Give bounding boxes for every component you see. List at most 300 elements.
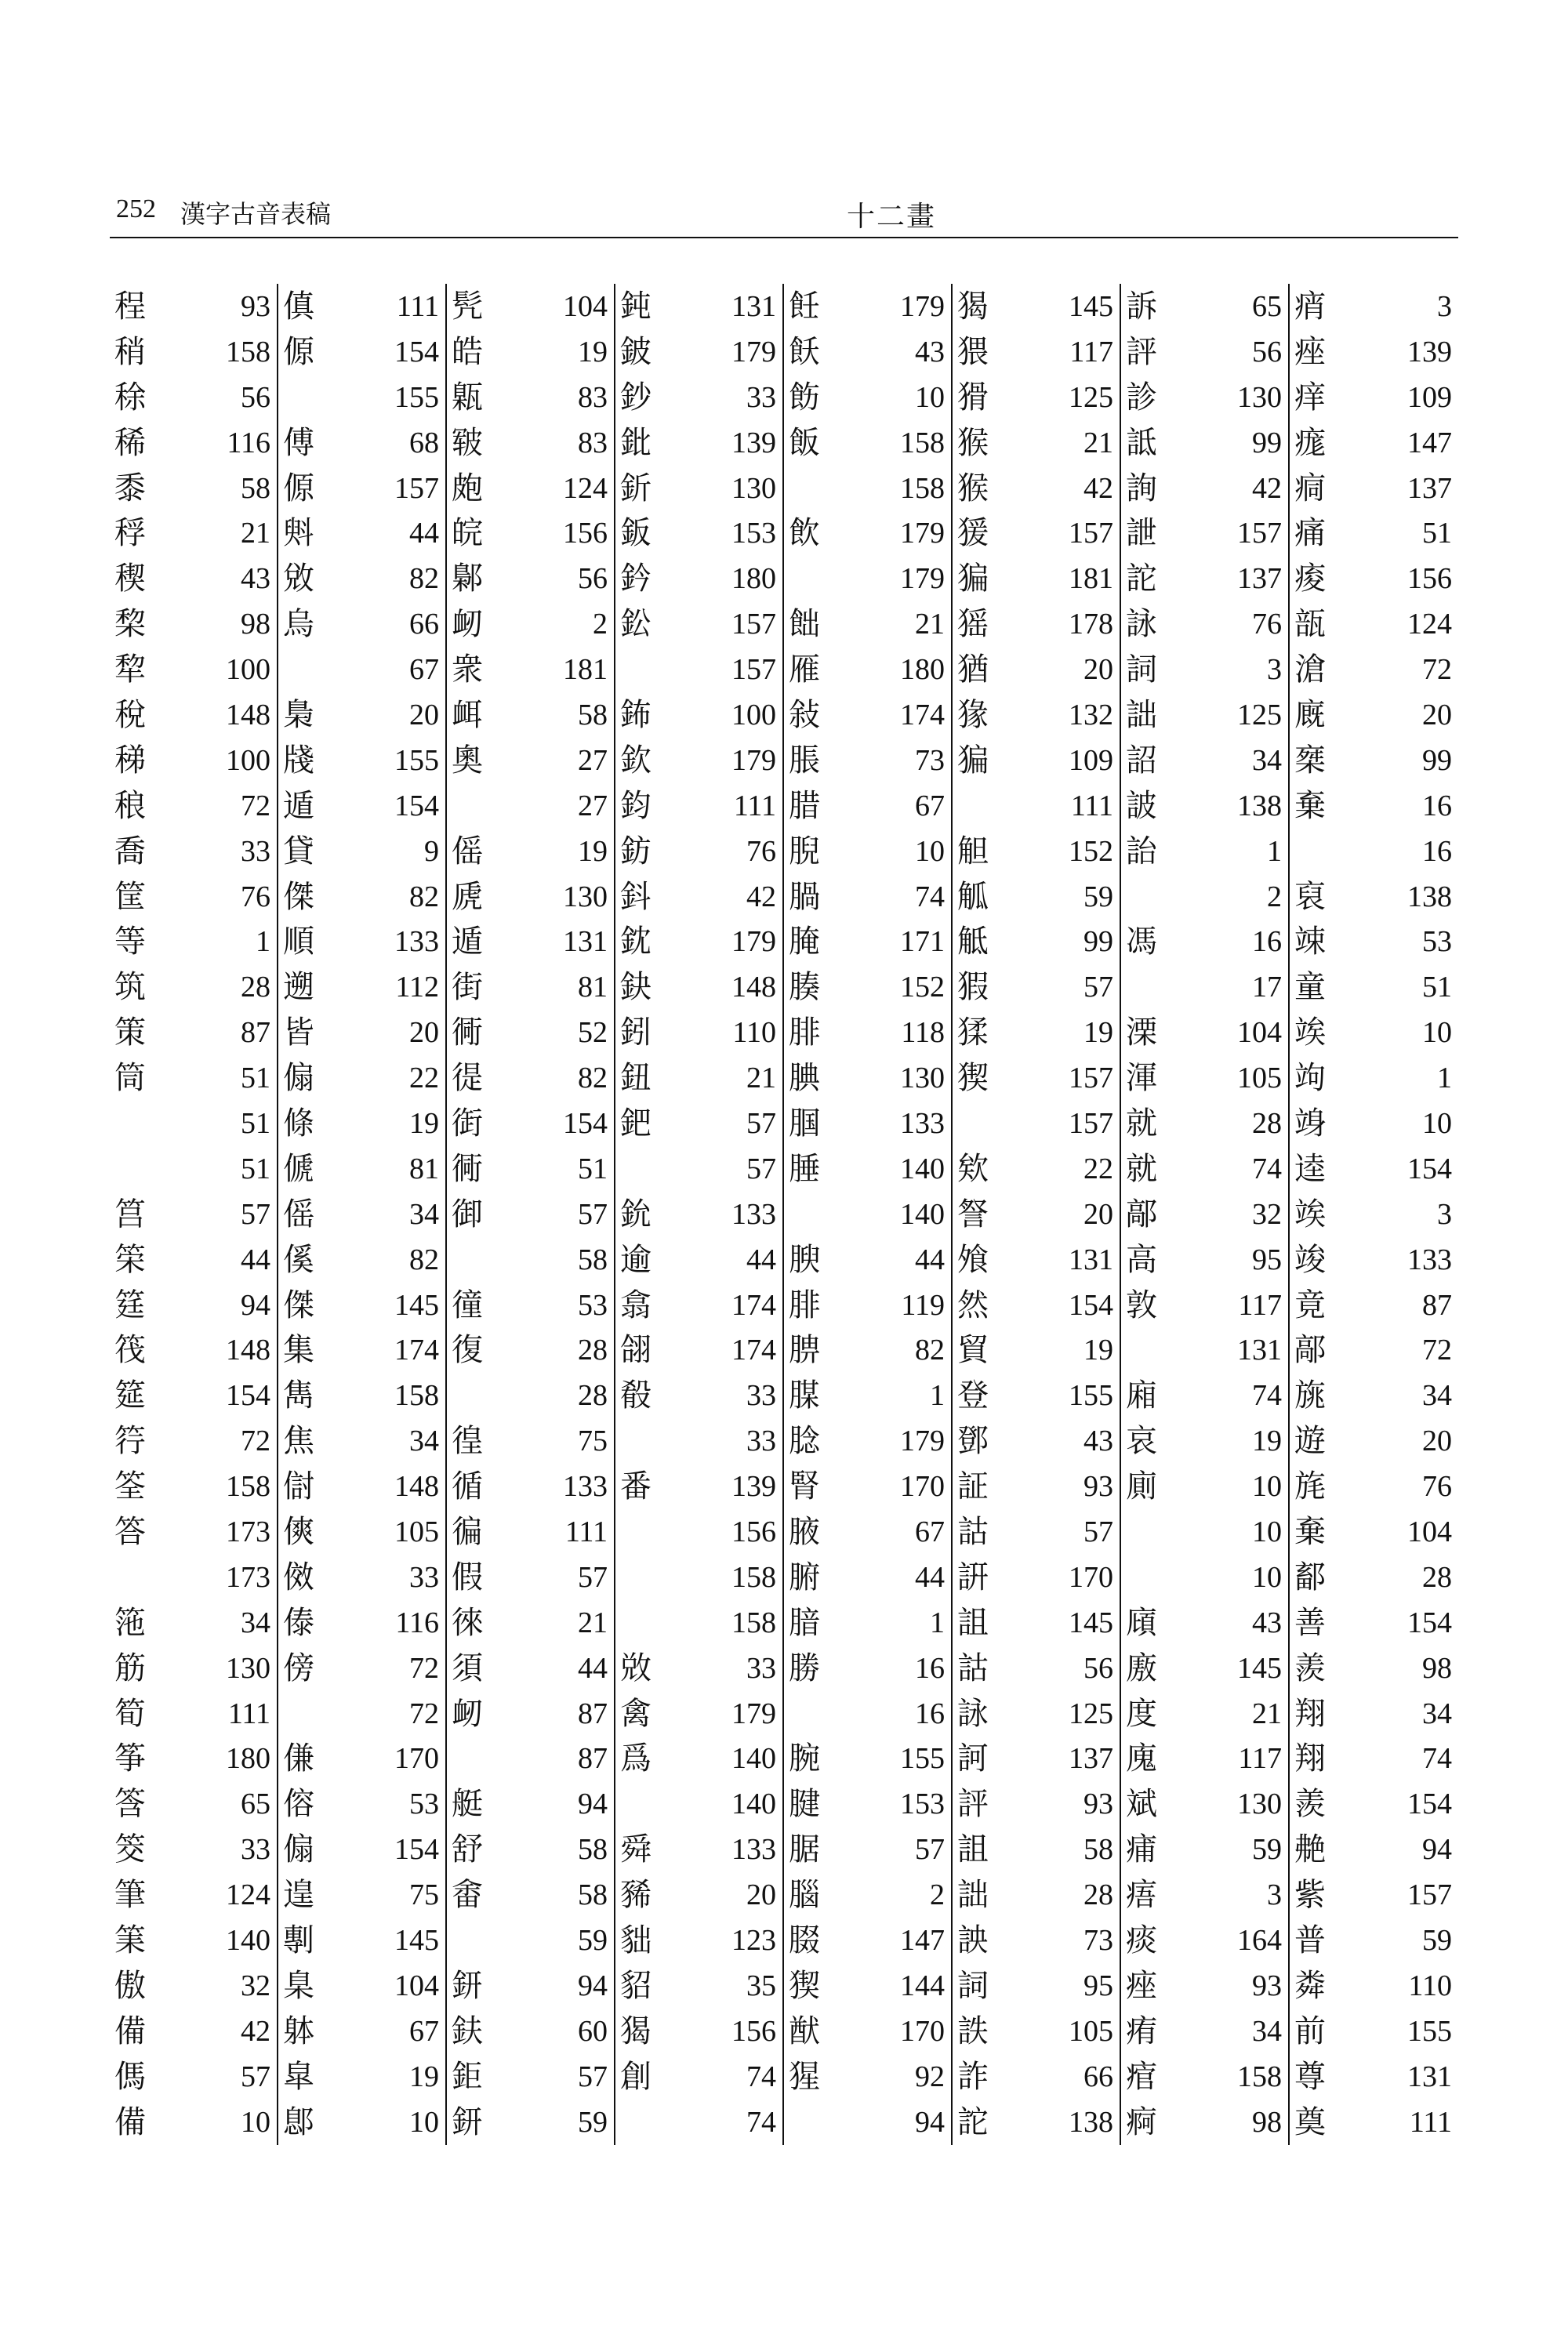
rhyme-group-number: 3 (1267, 1878, 1282, 1912)
rhyme-group-number: 53 (409, 1788, 439, 1821)
rhyme-group-number: 66 (409, 608, 439, 641)
rhyme-group-number: 181 (563, 653, 608, 687)
rhyme-group-number: 67 (409, 2014, 439, 2048)
character: 筋 (114, 1650, 146, 1686)
index-entry (1294, 964, 1452, 1010)
index-entry (789, 692, 945, 738)
character: 詞 (1126, 652, 1157, 688)
character: 腓 (789, 1287, 820, 1323)
index-entry (114, 1872, 270, 1918)
index-table (110, 284, 1458, 2145)
index-entry (789, 1192, 945, 1237)
character: 痦 (1126, 1877, 1157, 1914)
rhyme-group-number: 112 (395, 971, 439, 1004)
rhyme-group-number: 137 (1407, 471, 1452, 505)
character: 衂 (452, 1695, 483, 1732)
character: 衘 (452, 1105, 483, 1142)
rhyme-group-number: 43 (1252, 1606, 1282, 1639)
rhyme-group-number: 100 (226, 743, 270, 777)
index-entry (1126, 919, 1282, 964)
rhyme-group-number: 20 (1422, 698, 1452, 731)
character: 衈 (452, 696, 483, 733)
character: 勝 (789, 1650, 820, 1686)
rhyme-group-number: 154 (1069, 1288, 1113, 1322)
index-entry (283, 964, 439, 1010)
index-entry (283, 1327, 439, 1373)
rhyme-group-number: 170 (900, 2014, 945, 2048)
rhyme-group-number: 34 (1252, 2014, 1282, 2048)
index-entry (452, 1963, 608, 2009)
character: 腓 (789, 1014, 820, 1051)
rhyme-group-number: 44 (578, 1651, 608, 1685)
character: 登 (957, 1377, 989, 1414)
rhyme-group-number: 125 (1069, 1697, 1113, 1730)
character: 詔 (1126, 742, 1157, 779)
index-entry (452, 1781, 608, 1827)
rhyme-group-number: 20 (409, 1016, 439, 1050)
rhyme-group-number: 34 (241, 1606, 270, 1639)
index-entry (452, 601, 608, 647)
rhyme-group-number: 93 (241, 289, 270, 323)
index-entry (114, 1509, 270, 1555)
index-entry (1294, 2009, 1452, 2054)
index-entry (620, 601, 776, 647)
index-entry (283, 1872, 439, 1918)
character: 程 (114, 288, 146, 325)
rhyme-group-number: 173 (226, 1515, 270, 1548)
rhyme-group-number: 92 (915, 2060, 945, 2093)
index-entry (789, 1373, 945, 1418)
index-entry (957, 375, 1113, 420)
rhyme-group-number: 57 (1083, 1515, 1113, 1548)
rhyme-group-number: 43 (915, 335, 945, 368)
character: 猰 (957, 1060, 989, 1097)
character: 飫 (789, 333, 820, 370)
character: 傸 (283, 1513, 314, 1550)
index-entry (283, 1055, 439, 1101)
rhyme-group-number: 82 (409, 1243, 439, 1276)
character: 徨 (452, 1423, 483, 1460)
character: 竘 (1294, 1060, 1326, 1097)
rhyme-group-number: 21 (578, 1606, 608, 1639)
index-entry (620, 1509, 776, 1555)
rhyme-group-number: 133 (900, 1106, 945, 1140)
rhyme-group-number: 35 (746, 1969, 776, 2002)
rhyme-group-number: 124 (563, 471, 608, 505)
rhyme-group-number: 94 (1422, 1833, 1452, 1867)
character: 飭 (789, 379, 820, 416)
index-entry (1126, 1918, 1282, 1963)
index-entry (452, 647, 608, 692)
index-entry (789, 964, 945, 1010)
rhyme-group-number: 51 (1422, 517, 1452, 550)
rhyme-group-number: 74 (915, 880, 945, 913)
index-entry (1126, 1781, 1282, 1827)
rhyme-group-number: 67 (915, 1515, 945, 1548)
index-entry (114, 647, 270, 692)
character: 猰 (789, 1967, 820, 2004)
rhyme-group-number: 51 (241, 1062, 270, 1095)
index-entry (1126, 964, 1282, 1010)
character: 痠 (1294, 561, 1326, 597)
index-entry (1294, 783, 1452, 829)
rhyme-group-number: 93 (1083, 1470, 1113, 1504)
index-entry (1294, 647, 1452, 692)
index-entry (1126, 1872, 1282, 1918)
character: 詛 (957, 1831, 989, 1868)
index-entry (114, 510, 270, 556)
rhyme-group-number: 125 (1237, 698, 1282, 731)
character: 鄗 (1294, 1332, 1326, 1369)
index-entry (620, 1646, 776, 1691)
index-entry (1294, 1464, 1452, 1509)
index-entry (114, 1010, 270, 1055)
rhyme-group-number: 58 (578, 1833, 608, 1867)
index-entry (957, 1055, 1113, 1101)
character: 腌 (789, 924, 820, 960)
index-entry (789, 1781, 945, 1827)
character: 御 (452, 1196, 483, 1232)
index-entry (1294, 1827, 1452, 1872)
character: 痯 (1126, 2058, 1157, 2095)
character: 鈂 (620, 924, 652, 960)
rhyme-group-number: 157 (394, 471, 439, 505)
rhyme-group-number: 34 (409, 1197, 439, 1231)
index-entry (1294, 1646, 1452, 1691)
rhyme-group-number: 99 (1252, 426, 1282, 459)
index-entry (1126, 874, 1282, 920)
character: 善 (1294, 1604, 1326, 1641)
character: 筵 (114, 1377, 146, 1414)
rhyme-group-number: 83 (578, 380, 608, 414)
character: 虒 (452, 878, 483, 915)
rhyme-group-number: 19 (1252, 1425, 1282, 1458)
character: 傲 (114, 1967, 146, 2004)
index-entry (452, 1600, 608, 1646)
index-entry (283, 874, 439, 920)
index-entry (957, 1327, 1113, 1373)
character: 敦 (1126, 1287, 1157, 1323)
rhyme-group-number: 59 (1083, 880, 1113, 913)
rhyme-group-number: 28 (1083, 1878, 1113, 1912)
rhyme-group-number: 56 (1083, 1651, 1113, 1685)
character: 假 (452, 1559, 483, 1595)
index-entry (283, 1691, 439, 1737)
index-entry (114, 601, 270, 647)
character: 訶 (957, 1740, 989, 1777)
index-entry (957, 1827, 1113, 1872)
rhyme-group-number: 19 (578, 335, 608, 368)
character: 稀 (114, 424, 146, 461)
index-entry (452, 1918, 608, 1963)
character: 腉 (789, 833, 820, 869)
character: 皖 (452, 515, 483, 552)
character: 詆 (1126, 424, 1157, 461)
character: 評 (957, 1786, 989, 1823)
character: 廐 (1294, 696, 1326, 733)
character: 腦 (789, 1877, 820, 1914)
index-entry (283, 1418, 439, 1464)
character: 竟 (1294, 1287, 1326, 1323)
rhyme-group-number: 174 (900, 698, 945, 731)
rhyme-group-number: 156 (731, 2014, 776, 2048)
index-entry (114, 1781, 270, 1827)
index-entry (957, 829, 1113, 874)
character: 詠 (1126, 606, 1157, 643)
index-entry (114, 1373, 270, 1418)
rhyme-group-number: 66 (1083, 2060, 1113, 2093)
index-entry (283, 1373, 439, 1418)
character: 釿 (620, 470, 652, 506)
character: 條 (283, 1105, 314, 1142)
index-entry (957, 601, 1113, 647)
rhyme-group-number: 82 (578, 1062, 608, 1095)
index-entry (1294, 1691, 1452, 1737)
rhyme-group-number: 16 (915, 1651, 945, 1685)
index-entry (957, 1192, 1113, 1237)
character: 鈐 (620, 561, 652, 597)
index-entry (114, 1464, 270, 1509)
rhyme-group-number: 33 (746, 380, 776, 414)
character: 稅 (114, 696, 146, 733)
index-entry (620, 1237, 776, 1283)
index-entry (452, 375, 608, 420)
character: 復 (452, 1332, 483, 1369)
character: 腆 (789, 1060, 820, 1097)
index-entry (1126, 1600, 1282, 1646)
rhyme-group-number: 148 (226, 1334, 270, 1367)
rhyme-group-number: 58 (578, 1243, 608, 1276)
character: 腤 (789, 1604, 820, 1641)
index-entry (620, 375, 776, 420)
rhyme-group-number: 154 (394, 789, 439, 822)
index-entry (957, 1691, 1113, 1737)
rhyme-group-number: 1 (930, 1606, 945, 1639)
rhyme-group-number: 33 (409, 1560, 439, 1594)
character: 徥 (452, 1060, 483, 1097)
character: 童 (1294, 969, 1326, 1006)
character: 鉅 (452, 2058, 483, 2095)
index-entry (789, 329, 945, 375)
index-entry (452, 1691, 608, 1737)
character: 腄 (789, 1150, 820, 1187)
character: 詽 (957, 1559, 989, 1595)
character: 棃 (114, 606, 146, 643)
character: 鈆 (620, 606, 652, 643)
rhyme-group-number: 105 (394, 1515, 439, 1548)
rhyme-group-number: 104 (1237, 1016, 1282, 1050)
rhyme-group-number: 137 (1237, 562, 1282, 596)
character: 竢 (1294, 1014, 1326, 1051)
character: 逵 (1294, 1150, 1326, 1187)
character: 度 (1126, 1695, 1157, 1732)
character: 翔 (1294, 1740, 1326, 1777)
rhyme-group-number: 67 (409, 653, 439, 687)
index-entry (1126, 556, 1282, 601)
index-entry (1294, 1963, 1452, 2009)
rhyme-group-number: 155 (1069, 1379, 1113, 1413)
rhyme-group-number: 111 (1070, 789, 1113, 822)
index-entry (620, 420, 776, 466)
rhyme-group-number: 10 (1422, 1106, 1452, 1140)
index-entry (452, 1283, 608, 1328)
character: 傣 (283, 1604, 314, 1641)
index-entry (283, 1192, 439, 1237)
index-entry (1294, 375, 1452, 420)
rhyme-group-number: 153 (900, 1788, 945, 1821)
rhyme-group-number: 34 (1422, 1697, 1452, 1730)
rhyme-group-number: 72 (241, 789, 270, 822)
character: 詢 (1126, 470, 1157, 506)
character: 筆 (114, 1877, 146, 1914)
index-entry (1126, 1101, 1282, 1146)
rhyme-group-number: 100 (731, 698, 776, 731)
index-entry (452, 2054, 608, 2100)
rhyme-group-number: 2 (930, 1878, 945, 1912)
index-entry (114, 2054, 270, 2100)
index-entry (283, 2054, 439, 2100)
rhyme-group-number: 33 (746, 1379, 776, 1413)
character: 傑 (283, 878, 314, 915)
index-entry (789, 1963, 945, 2009)
rhyme-group-number: 99 (1422, 743, 1452, 777)
character: 紫 (1294, 1877, 1326, 1914)
character: 鈇 (452, 2013, 483, 2049)
character: 猲 (957, 288, 989, 325)
index-entry (114, 783, 270, 829)
index-entry (1126, 1146, 1282, 1192)
character: 筑 (114, 969, 146, 1006)
index-entry (283, 1101, 439, 1146)
rhyme-group-number: 181 (1069, 562, 1113, 596)
index-entry (452, 1737, 608, 1782)
index-entry (114, 1827, 270, 1872)
character: 舜 (620, 1831, 652, 1868)
index-entry (957, 1283, 1113, 1328)
character: 就 (1126, 1150, 1157, 1187)
index-entry (789, 1327, 945, 1373)
rhyme-group-number: 117 (1238, 1288, 1282, 1322)
character: 雋 (283, 1377, 314, 1414)
character: 備 (114, 2103, 146, 2140)
rhyme-group-number: 158 (731, 1606, 776, 1639)
index-entry (620, 1737, 776, 1782)
character: 飪 (789, 288, 820, 325)
rhyme-group-number: 157 (1069, 1062, 1113, 1095)
character: 稍 (114, 333, 146, 370)
character: 猥 (957, 333, 989, 370)
character: 傜 (452, 833, 483, 869)
index-entry (283, 647, 439, 692)
rhyme-group-number: 178 (1069, 608, 1113, 641)
index-entry (452, 1192, 608, 1237)
index-entry (620, 1963, 776, 2009)
index-entry (1126, 829, 1282, 874)
character: 鈏 (620, 1014, 652, 1051)
index-entry (1294, 1192, 1452, 1237)
rhyme-group-number: 179 (731, 1697, 776, 1730)
rhyme-group-number: 1 (930, 1379, 945, 1413)
rhyme-group-number: 68 (409, 426, 439, 459)
index-entry (957, 1872, 1113, 1918)
rhyme-group-number: 104 (394, 1969, 439, 2002)
rhyme-group-number: 158 (900, 471, 945, 505)
character: 筒 (114, 1060, 146, 1097)
rhyme-group-number: 42 (1083, 471, 1113, 505)
rhyme-group-number: 139 (1407, 335, 1452, 368)
rhyme-group-number: 53 (578, 1288, 608, 1322)
rhyme-group-number: 51 (241, 1152, 270, 1185)
character: 痏 (1126, 2013, 1157, 2049)
index-entry (789, 1509, 945, 1555)
rhyme-group-number: 81 (409, 1152, 439, 1185)
character: 皲 (452, 424, 483, 461)
character: 鈚 (620, 424, 652, 461)
character: 鄐 (1294, 1559, 1326, 1595)
rhyme-group-number: 57 (578, 2060, 608, 2093)
index-entry (114, 466, 270, 511)
rhyme-group-number: 56 (578, 562, 608, 596)
index-entry (283, 1827, 439, 1872)
index-entry (620, 692, 776, 738)
index-entry (1126, 1418, 1282, 1464)
rhyme-group-number: 44 (241, 1243, 270, 1276)
index-entry (452, 1237, 608, 1283)
character: 筌 (114, 1468, 146, 1505)
section-title: 十二畫 (847, 201, 937, 233)
rhyme-group-number: 152 (1069, 834, 1113, 868)
character: 腎 (789, 1468, 820, 1505)
rhyme-group-number: 157 (1069, 517, 1113, 550)
rhyme-group-number: 20 (1422, 1425, 1452, 1458)
index-entry (452, 284, 608, 329)
rhyme-group-number: 147 (900, 1924, 945, 1957)
rhyme-group-number: 139 (731, 426, 776, 459)
rhyme-group-number: 154 (1407, 1152, 1452, 1185)
rhyme-group-number: 27 (578, 789, 608, 822)
index-entry (957, 284, 1113, 329)
index-entry (114, 829, 270, 874)
character: 奠 (1294, 2103, 1326, 2140)
index-entry (1126, 601, 1282, 647)
rhyme-group-number: 75 (409, 1878, 439, 1912)
character: 徧 (452, 1513, 483, 1550)
index-entry (114, 2009, 270, 2054)
rhyme-group-number: 179 (731, 925, 776, 959)
character: 禽 (620, 1695, 652, 1732)
rhyme-group-number: 158 (1237, 2060, 1282, 2093)
rhyme-group-number: 137 (1069, 1742, 1113, 1776)
character: 腜 (789, 1377, 820, 1414)
rhyme-group-number: 158 (226, 335, 270, 368)
book-title: 漢字古音表稿 (180, 199, 332, 229)
character: 筳 (114, 1287, 146, 1323)
index-entry (452, 1464, 608, 1509)
index-entry (957, 1509, 1113, 1555)
index-entry (1126, 1237, 1282, 1283)
index-entry (1126, 329, 1282, 375)
rhyme-group-number: 20 (1083, 1197, 1113, 1231)
character: 腱 (789, 1786, 820, 1823)
index-entry (1294, 1555, 1452, 1600)
index-entry (1294, 556, 1452, 601)
character: 衆 (452, 652, 483, 688)
index-entry (789, 919, 945, 964)
rhyme-group-number: 19 (409, 1106, 439, 1140)
index-entry (452, 1827, 608, 1872)
rhyme-group-number: 87 (578, 1742, 608, 1776)
rhyme-group-number: 130 (900, 1062, 945, 1095)
